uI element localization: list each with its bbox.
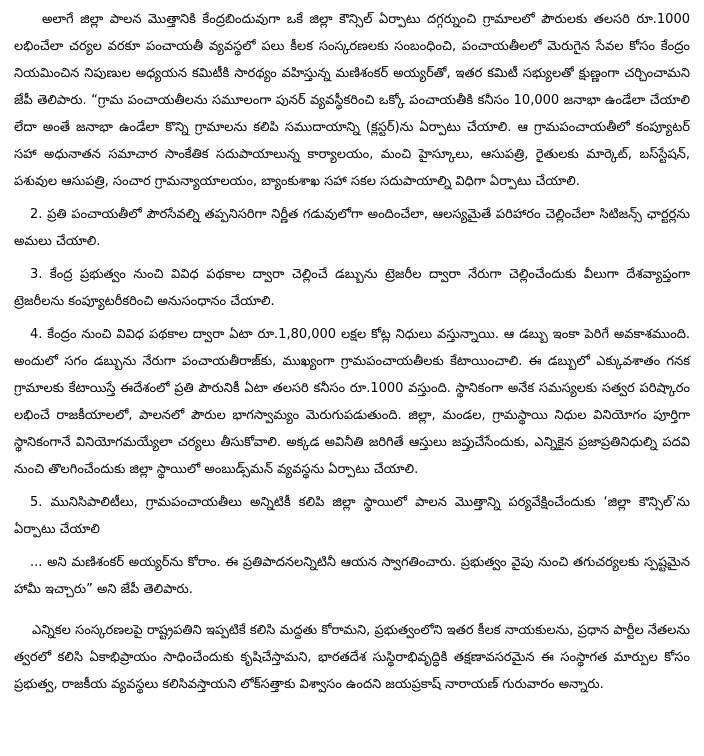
- paragraph-point-2: 2. ప్రతి పంచాయతీలో పౌరసేవల్ని తప్పనిసరిగా నిర్ణీత గడువులోగా అందించేలా, ఆలస్యమైతే పరిహారం చెల్లించేలా సిటిజన్స్ ఛార్టర్లను అమలు చేయాలి.: [14, 207, 690, 249]
- paragraph-intro: అలాగే జిల్లా పాలన మొత్తానికి కేంద్రబిందువుగా ఒకే జిల్లా కౌన్సిల్ ఏర్పాటు దగ్గర్నుంచి గ్రామాలలో పౌరులకు తలసరి రూ.1000 లభించేలా చర్యల వరకూ పంచాయతీ వ్యవస్థలో పలు కీలక సంస్కరణలకు సంబంధించి, పంచాయతీలలో మెరుగైన సేవల కోసం కేంద్రం నియమించిన నిపుణుల అధ్యయన కమిటీకి సారథ్యం వహిస్తున్న మణిశంకర్ అయ్యర్‌తో, ఇతర కమిటీ సభ్యులతో క్షుణ్ణంగా చర్చించామని జేపీ తెలిపారు. “గ్రామ పంచాయతీలను సమూలంగా పునర్ వ్యవస్థీకరించి ఒక్కో పంచాయతీకి కనీసం 10,000 జనాభా ఉండేలా చేయాలి లేదా అంతే జనాభా ఉండేలా కొన్ని గ్రామాలను కలిపి సముదాయాన్ని (క్లస్టర్)ను ఏర్పాటు చేయాలి. ఆ గ్రామపంచాయతీలో కంప్యూటర్ సహా అధునాతన సమాచార సాంకేతిక సదుపాయాలున్న కార్యాలయం, మంచి హైస్కూలు, ఆసుపత్రి, రైతులకు మార్కెట్, బస్‌స్టేషన్, పశువుల ఆసుపత్రి, సంచార గ్రామన్యాయాలయం, బ్యాంకుశాఖ సహా సకల సదుపాయాల్ని విధిగా ఏర్పాటు చేయాలి.: [14, 12, 690, 189]
- paragraph-point-5: 5. మునిసిపాలిటీలు, గ్రామపంచాయతీలు అన్నిటికీ కలిపి జిల్లా స్థాయిలో పాలన మొత్తాన్ని పర్యవేక్షించేందుకు ‘జిల్లా కౌన్సిల్’ను ఏర్పాటు చేయాలి: [14, 495, 690, 537]
- paragraph-point-4: 4. కేంద్రం నుంచి వివిధ పథకాల ద్వారా ఏటా రూ.1,80,000 లక్షల కోట్ల నిధులు వస్తున్నాయి. ఆ డబ్బు ఇంకా పెరిగే అవకాశముంది. అందులో సగం డబ్బును నేరుగా పంచాయతీరాజ్‌కు, ముఖ్యంగా గ్రామపంచాయతీలకు కేటాయించాలి. ఈ డబ్బులో ఎక్కువశాతం గనక గ్రామాలకు కేటాయిస్తే ఈదేశంలో ప్రతి పౌరునికీ ఏటా తలసరి కనీసం రూ.1000 వస్తుంది. స్థానికంగా అనేక సమస్యలకు సత్వర పరిష్కారం లభించే రాజకీయాలలో, పాలనలో పౌరుల భాగస్వామ్యం మెరుగుపడుతుంది. జిల్లా, మండల, గ్రామస్థాయి నిధుల వినియోగం పూర్తిగా స్థానికంగానే వినియోగమయ్యేలా చర్యలు తీసుకోవాలి. అక్కడ అవినీతి జరిగితే ఆస్తులు జప్తుచేసేందుకు, ఎన్నికైన ప్రజాప్రతినిధుల్ని పదవి నుంచి తొలగించేందుకు జిల్లా స్థాయిలో అంబుడ్స్‌మన్ వ్యవస్థను ఏర్పాటు చేయాలి.: [14, 327, 690, 477]
- paragraph-closing-quote: ... అని మణిశంకర్ అయ్యర్‌ను కోరాం. ఈ ప్రతిపాదనలన్నిటినీ ఆయన స్వాగతించారు. ప్రభుత్వం వైపు నుంచి తగుచర్యలకు స్పష్టమైన హామీ ఇచ్చారు” అని జేపీ తెలిపారు.: [14, 555, 690, 597]
- paragraph-final: ఎన్నికల సంస్కరణలపై రాష్ట్రపతిని ఇప్పటికే కలిసి మద్దతు కోరామని, ప్రభుత్వంలోని ఇతర కీలక నాయకులను, ప్రధాన పార్టీల నేతలను త్వరలో కలిసి ఏకాభిప్రాయం సాధించేందుకు కృషిచేస్తామని, భారతదేశ సుస్థిరాభివృద్ధికి తక్షణావసరమైన ఈ సంస్థాగత మార్పుల కోసం ప్రభుత్వ, రాజకీయ వ్యవస్థలు కలిసివస్తాయని లోక్‌సత్తాకు విశ్వాసం ఉందని జయప్రకాష్ నారాయణ్ గురువారం అన్నారు.: [14, 623, 690, 692]
- paragraph-point-3: 3. కేంద్ర ప్రభుత్వం నుంచి వివిధ పథకాల ద్వారా చెల్లించే డబ్బును ట్రెజరీల ద్వారా నేరుగా చెల్లించేందుకు వీలుగా దేశవ్యాప్తంగా ట్రెజరీలను కంప్యూటరీకరించి అనుసంధానం చేయాలి.: [14, 267, 690, 309]
